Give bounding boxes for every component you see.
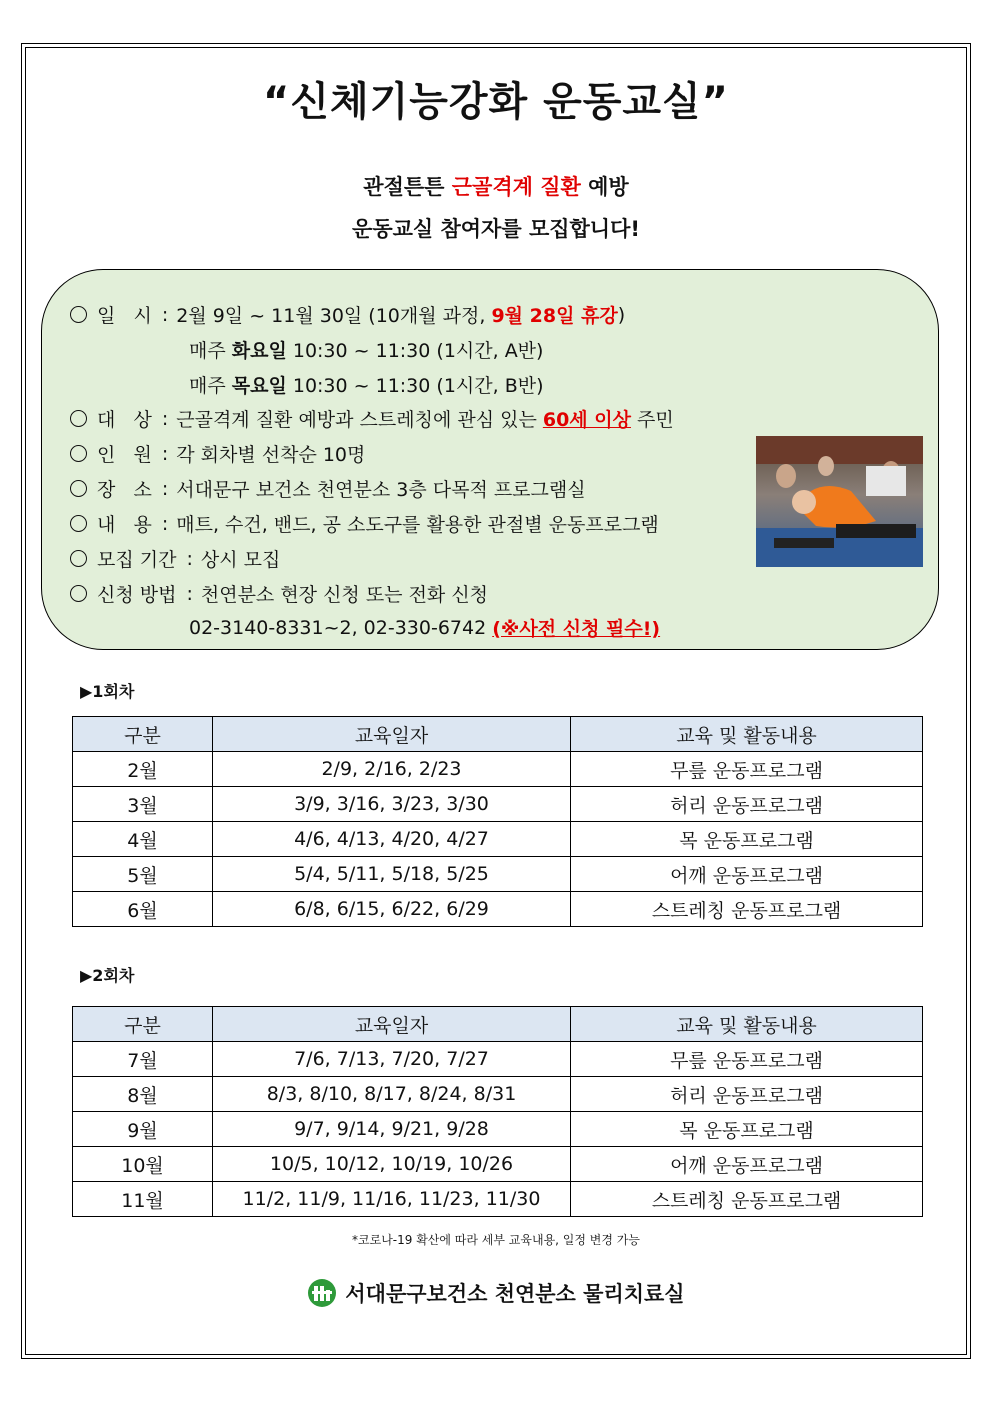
info-schedule-tuesday: [189, 336, 543, 363]
table-cell: 9월: [73, 1112, 213, 1147]
info-label: 모집 기간: [97, 549, 177, 571]
table-cell: 5월: [73, 857, 213, 892]
info-value: 매주: [189, 340, 232, 362]
bullet-circle-icon: [70, 445, 87, 462]
bullet-circle-icon: [70, 410, 87, 427]
info-value: 각 회차별 선착순 10명: [176, 444, 366, 466]
session2-heading: ▶2회차: [80, 966, 135, 985]
info-target: 대 상 : 근골격계 질환 예방과 스트레칭에 관심 있는 60세 이상 주민: [70, 405, 674, 432]
info-capacity: 인 원 : 각 회차별 선착순 10명: [70, 440, 365, 467]
table-cell: 10월: [73, 1147, 213, 1182]
info-value-highlight: 9월 28일 휴강: [491, 305, 618, 327]
session1-table: [72, 716, 923, 927]
covid-note: *코로나-19 확산에 따라 세부 교육내용, 일정 변경 가능: [352, 1233, 640, 1247]
table-cell: 3/9, 3/16, 3/23, 3/30: [213, 787, 571, 822]
table-header: 구분: [73, 1007, 213, 1042]
table-row: [73, 822, 923, 857]
table-cell: 목 운동프로그램: [571, 822, 923, 857]
table-cell: 어깨 운동프로그램: [571, 857, 923, 892]
subtitle-highlight: 근골격계 질환: [451, 175, 581, 199]
info-apply: 신청 방법 : 천연분소 현장 신청 또는 전화 신청: [70, 580, 488, 607]
table-cell: 허리 운동프로그램: [571, 1077, 923, 1112]
table-cell: 5/4, 5/11, 5/18, 5/25: [213, 857, 571, 892]
info-value: 천연분소 현장 신청 또는 전화 신청: [200, 584, 489, 606]
table-row: [73, 1147, 923, 1182]
table-row: [73, 892, 923, 927]
table-row: [73, 787, 923, 822]
info-label: 대 상: [97, 409, 152, 431]
footer-organization: 서대문구보건소 천연분소 물리치료실: [345, 1282, 685, 1306]
info-value-end: 주민: [630, 409, 674, 431]
info-value-time: 10:30 ~ 11:30 (1시간, A반): [286, 340, 544, 362]
table-header: 구분: [73, 717, 213, 752]
table-header: 교육 및 활동내용: [571, 717, 923, 752]
info-value: 근골격계 질환 예방과 스트레칭에 관심 있는: [176, 409, 543, 431]
table-cell: 3월: [73, 787, 213, 822]
table-cell: 9/7, 9/14, 9/21, 9/28: [213, 1112, 571, 1147]
info-value-time: 10:30 ~ 11:30 (1시간, B반): [286, 375, 544, 397]
page-title: “신체기능강화 운동교실”: [263, 79, 729, 125]
info-value: 매트, 수건, 밴드, 공 소도구를 활용한 관절별 운동프로그램: [176, 514, 659, 536]
subtitle-post: 예방: [588, 175, 629, 199]
table-cell: 2월: [73, 752, 213, 787]
table-row: [73, 1077, 923, 1112]
health-center-logo-icon: [307, 1278, 337, 1308]
table-cell: 6월: [73, 892, 213, 927]
table-cell: 목 운동프로그램: [571, 1112, 923, 1147]
bullet-circle-icon: [70, 585, 87, 602]
phone-numbers: 02-3140-8331~2, 02-330-6742: [189, 616, 493, 639]
table-cell: 어깨 운동프로그램: [571, 1147, 923, 1182]
session2-table: [72, 1006, 923, 1217]
info-label: 신청 방법: [97, 584, 177, 606]
table-cell: 2/9, 2/16, 2/23: [213, 752, 571, 787]
info-label: 인 원: [97, 444, 152, 466]
table-header: 교육일자: [213, 1007, 571, 1042]
subtitle-pre: 관절튼튼: [363, 175, 445, 199]
table-cell: 7월: [73, 1042, 213, 1077]
info-value-highlight: 60세 이상: [542, 409, 631, 431]
info-label: 내 용: [97, 514, 152, 536]
table-row: [73, 1182, 923, 1217]
table-header-row: [73, 717, 923, 752]
table-header: 교육일자: [213, 717, 571, 752]
info-recruit: 모집 기간 : 상시 모집: [70, 545, 280, 572]
table-cell: 허리 운동프로그램: [571, 787, 923, 822]
table-cell: 스트레칭 운동프로그램: [571, 892, 923, 927]
exercise-photo: [756, 436, 923, 567]
subtitle-line-1: [0, 171, 992, 201]
table-cell: 무릎 운동프로그램: [571, 752, 923, 787]
table-cell: 11월: [73, 1182, 213, 1217]
day-thursday: 목요일: [231, 375, 287, 397]
bullet-circle-icon: [70, 480, 87, 497]
day-tuesday: 화요일: [231, 340, 287, 362]
table-row: [73, 857, 923, 892]
info-place: 장 소 : 서대문구 보건소 천연분소 3층 다목적 프로그램실: [70, 475, 586, 502]
table-cell: 무릎 운동프로그램: [571, 1042, 923, 1077]
table-row: [73, 1112, 923, 1147]
subtitle-line-2: 운동교실 참여자를 모집합니다!: [352, 217, 640, 241]
info-value: 서대문구 보건소 천연분소 3층 다목적 프로그램실: [176, 479, 586, 501]
table-header: 교육 및 활동내용: [571, 1007, 923, 1042]
info-content: 내 용 : 매트, 수건, 밴드, 공 소도구를 활용한 관절별 운동프로그램: [70, 510, 659, 537]
table-row: [73, 1042, 923, 1077]
table-cell: 8월: [73, 1077, 213, 1112]
table-cell: 11/2, 11/9, 11/16, 11/23, 11/30: [213, 1182, 571, 1217]
bullet-circle-icon: [70, 515, 87, 532]
session1-heading: ▶1회차: [80, 682, 135, 701]
bullet-circle-icon: [70, 306, 87, 323]
apply-notice: (※사전 신청 필수!): [492, 618, 661, 640]
table-cell: 6/8, 6/15, 6/22, 6/29: [213, 892, 571, 927]
table-cell: 4/6, 4/13, 4/20, 4/27: [213, 822, 571, 857]
info-label: 장 소: [97, 479, 152, 501]
table-cell: 스트레칭 운동프로그램: [571, 1182, 923, 1217]
table-header-row: [73, 1007, 923, 1042]
footer: [0, 1278, 992, 1308]
info-value: 2월 9일 ~ 11월 30일 (10개월 과정,: [176, 305, 492, 327]
bullet-circle-icon: [70, 550, 87, 567]
table-cell: 8/3, 8/10, 8/17, 8/24, 8/31: [213, 1077, 571, 1112]
info-label: 일 시: [97, 305, 152, 327]
info-schedule: 일 시 : 2월 9일 ~ 11월 30일 (10개월 과정, 9월 28일 휴강 ): [70, 301, 625, 328]
table-row: [73, 752, 923, 787]
info-schedule-thursday: [189, 371, 544, 398]
table-cell: 10/5, 10/12, 10/19, 10/26: [213, 1147, 571, 1182]
info-value: 매주: [189, 375, 232, 397]
info-apply-phone: [189, 614, 660, 641]
info-value: 상시 모집: [200, 549, 281, 571]
table-cell: 4월: [73, 822, 213, 857]
table-cell: 7/6, 7/13, 7/20, 7/27: [213, 1042, 571, 1077]
info-value-end: ): [617, 303, 626, 326]
